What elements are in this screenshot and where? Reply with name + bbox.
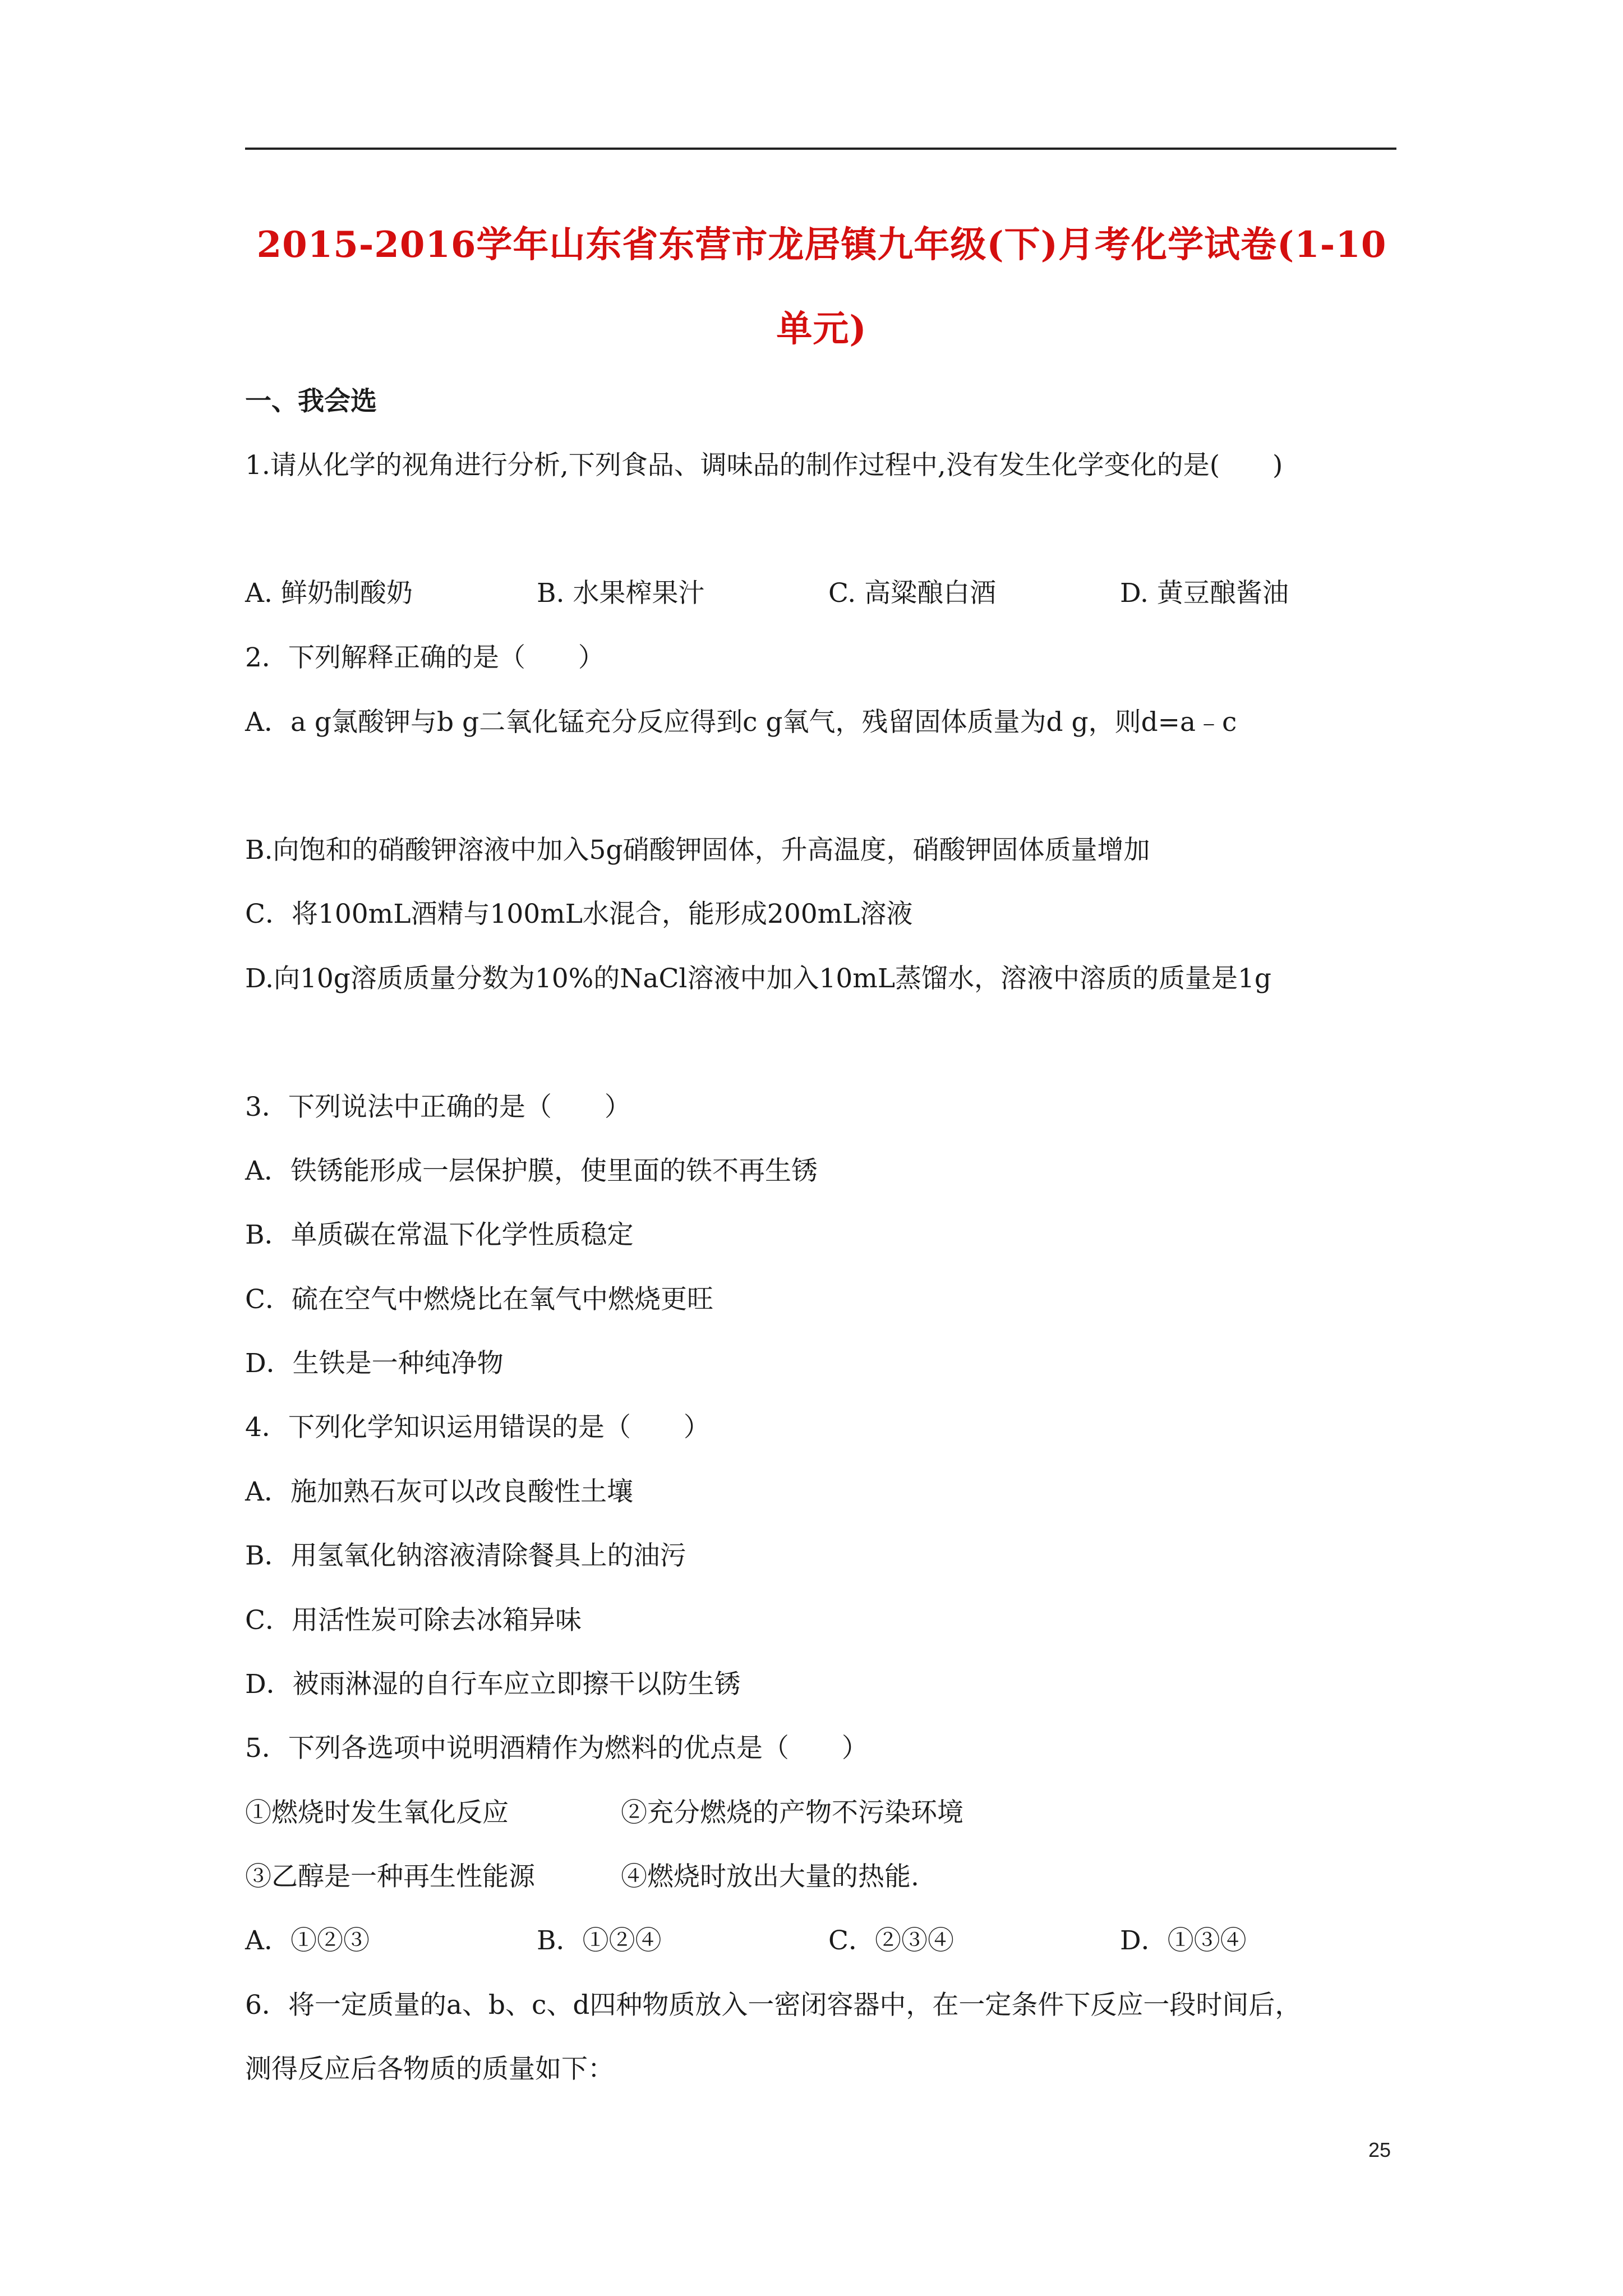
q5-item-1: ①燃烧时发生氧化反应 xyxy=(245,1797,509,1828)
question-2-stem: 2．下列解释正确的是（ ） xyxy=(245,642,605,673)
q5-item-3: ③乙醇是一种再生性能源 xyxy=(245,1861,535,1892)
q2-option-a: A．a g氯酸钾与b g二氧化锰充分反应得到c g氧气，残留固体质量为d g，则d=a﹣c xyxy=(245,707,1237,738)
page-title: 2015-2016学年山东省东营市龙居镇九年级(下)月考化学试卷(1-10 xyxy=(256,224,1387,266)
q4-option-b: B．用氢氧化钠溶液清除餐具上的油污 xyxy=(245,1540,686,1571)
question-1-stem: 1.请从化学的视角进行分析,下列食品、调味品的制作过程中,没有发生化学变化的是( ) xyxy=(245,450,1283,481)
q4-option-a: A．施加熟石灰可以改良酸性土壤 xyxy=(245,1476,633,1507)
q1-option-a: A. 鲜奶制酸奶 xyxy=(245,578,413,609)
q3-option-c: C．硫在空气中燃烧比在氧气中燃烧更旺 xyxy=(245,1284,713,1315)
q2-option-c: C．将100mL酒精与100mL水混合，能形成200mL溶液 xyxy=(245,899,913,930)
q5-option-a: A．①②③ xyxy=(245,1925,370,1956)
page-number: 25 xyxy=(1368,2138,1391,2161)
question-6-stem: 6．将一定质量的a、b、c、d四种物质放入一密闭容器中，在一定条件下反应一段时间后， xyxy=(245,1990,1302,2021)
q2-option-b: B.向饱和的硝酸钾溶液中加入5g硝酸钾固体，升高温度，硝酸钾固体质量增加 xyxy=(245,835,1150,866)
page-title-continued: 单元) xyxy=(776,308,867,350)
q1-option-c: C. 高粱酿白酒 xyxy=(828,578,997,609)
question-5-stem: 5．下列各选项中说明酒精作为燃料的优点是（ ） xyxy=(245,1733,868,1764)
q3-option-d: D．生铁是一种纯净物 xyxy=(245,1348,504,1379)
q4-option-c: C．用活性炭可除去冰箱异味 xyxy=(245,1605,582,1636)
section-heading: 一、我会选 xyxy=(245,386,377,417)
question-4-stem: 4．下列化学知识运用错误的是（ ） xyxy=(245,1412,710,1443)
q5-option-c: C．②③④ xyxy=(828,1925,954,1956)
header-rule xyxy=(245,148,1396,150)
question-6-stem-continued: 测得反应后各物质的质量如下： xyxy=(245,2054,614,2085)
q5-option-b: B．①②④ xyxy=(537,1925,662,1956)
q3-option-a: A．铁锈能形成一层保护膜，使里面的铁不再生锈 xyxy=(245,1156,818,1186)
q5-item-2: ②充分燃烧的产物不污染环境 xyxy=(621,1797,963,1828)
q1-option-b: B. 水果榨果汁 xyxy=(537,578,705,609)
q4-option-d: D．被雨淋湿的自行车应立即擦干以防生锈 xyxy=(245,1669,741,1700)
q5-item-4: ④燃烧时放出大量的热能. xyxy=(621,1861,919,1892)
q1-option-d: D. 黄豆酿酱油 xyxy=(1120,578,1289,609)
question-3-stem: 3．下列说法中正确的是（ ） xyxy=(245,1092,631,1122)
q2-option-d: D.向10g溶质质量分数为10%的NaCl溶液中加入10mL蒸馏水，溶液中溶质的质量是1g xyxy=(245,963,1272,994)
q5-option-d: D．①③④ xyxy=(1120,1925,1247,1956)
q3-option-b: B．单质碳在常温下化学性质稳定 xyxy=(245,1220,634,1250)
